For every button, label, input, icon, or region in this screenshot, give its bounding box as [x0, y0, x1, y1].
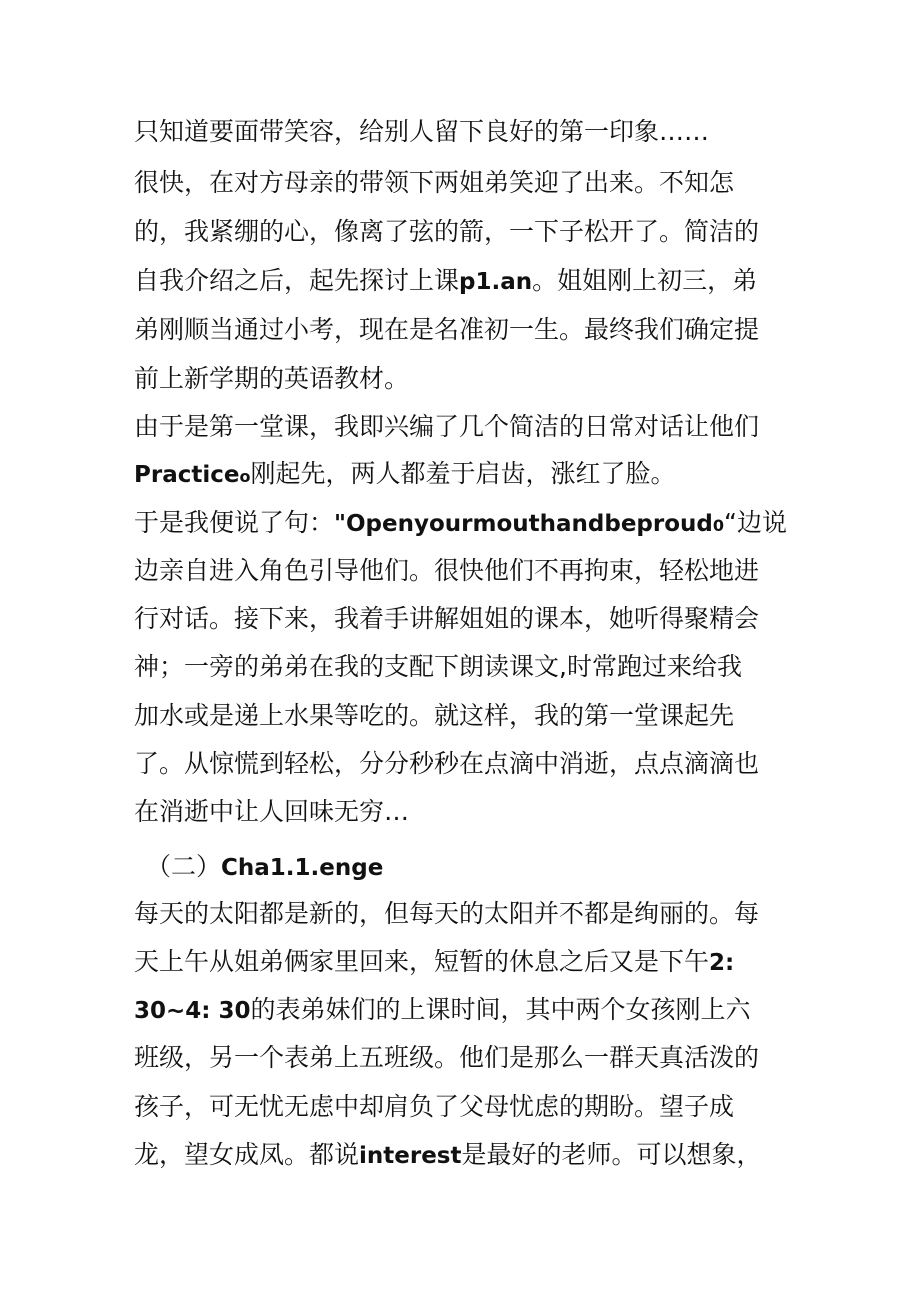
text-line: 很快，在对方母亲的带领下两姐弟笑迎了出来。不知怎: [134, 168, 735, 197]
text-line: 弟刚顺当通过小考，现在是名准初一生。最终我们确定提: [134, 315, 760, 344]
inline-english-term: Practice: [134, 462, 240, 488]
section-heading: （二）Cha1.1.enge: [146, 852, 384, 881]
inline-time: 2:: [709, 950, 735, 976]
text-line: 行对话。接下来，我着手讲解姐姐的课本，她听得聚精会: [134, 604, 760, 633]
text-line: 自我介绍之后，起先探讨上课p1.an。姐姐刚上初三，弟: [134, 266, 758, 295]
inline-english-term: p1.an: [459, 269, 533, 295]
text-line: 孩子，可无忧无虑中却肩负了父母忧虑的期盼。望子成: [134, 1092, 735, 1121]
text-line: 龙，望女成凤。都说interest是最好的老师。可以想象，: [134, 1140, 762, 1169]
text-line: 前上新学期的英语教材。: [134, 364, 410, 393]
text-line: 只知道要面带笑容，给别人留下良好的第一印象……: [134, 117, 710, 146]
inline-english-term: interest: [359, 1143, 462, 1169]
inline-subscript-mark: 0: [712, 516, 725, 535]
text-line: 加水或是递上水果等吃的。就这样，我的第一堂课起先: [134, 701, 735, 730]
inline-subscript-mark: o: [239, 467, 251, 486]
text-line: 在消逝中让人回味无穷…: [134, 797, 410, 826]
text-line: 边亲自进入角色引导他们。很快他们不再拘束，轻松地进: [134, 556, 760, 585]
text-line: Practiceo刚起先，两人都羞于启齿，涨红了脸。: [134, 459, 676, 488]
text-line: 的，我紧绷的心，像离了弦的箭，一下子松开了。简洁的: [134, 217, 760, 246]
text-line: 每天的太阳都是新的，但每天的太阳并不都是绚丽的。每: [134, 899, 760, 928]
text-line: 神；一旁的弟弟在我的支配下朗读课文,时常跑过来给我: [134, 652, 742, 681]
text-line: 了。从惊慌到轻松，分分秒秒在点滴中消逝，点点滴滴也: [134, 749, 760, 778]
text-line: 于是我便说了句："Openyourmouthandbeproud0“边说: [134, 508, 787, 537]
text-line: 30~4: 30的表弟妹们的上课时间，其中两个女孩刚上六: [134, 995, 751, 1024]
section-heading-english: Cha1.1.enge: [221, 855, 384, 881]
text-line: 班级，另一个表弟上五班级。他们是那么一群天真活泼的: [134, 1043, 760, 1072]
inline-english-quote: "Openyourmouthandbeproud: [334, 511, 713, 537]
inline-time: 30~4: 30: [134, 998, 251, 1024]
text-line: 由于是第一堂课，我即兴编了几个简洁的日常对话让他们: [134, 412, 760, 441]
text-line: 天上午从姐弟俩家里回来，短暂的休息之后又是下午2:: [134, 947, 735, 976]
